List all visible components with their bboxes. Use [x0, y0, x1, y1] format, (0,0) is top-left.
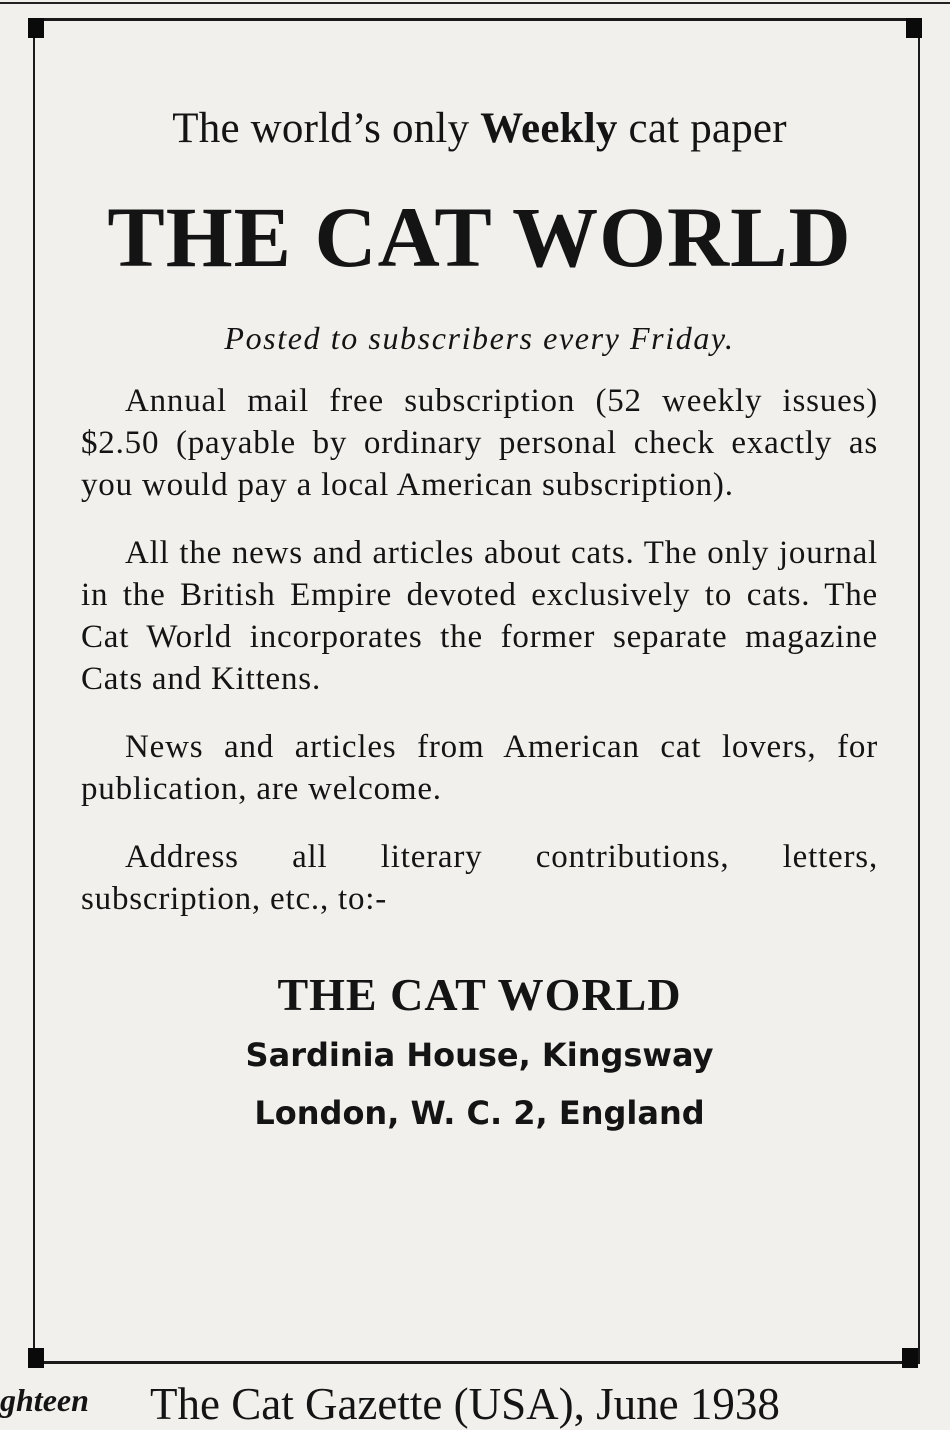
news-paragraph: All the news and articles about cats. The only journal in the British Empire devoted exclusively to cats. The Cat World incorporates the former separate magazine Cats and Kittens. — [81, 535, 878, 697]
corner-ornament — [28, 1348, 44, 1368]
page-number-text: ghteen — [0, 1382, 89, 1418]
address-block — [81, 964, 878, 1142]
corner-ornament — [28, 18, 44, 38]
tagline — [81, 100, 878, 158]
masthead: THE CAT WORLD — [107, 189, 852, 285]
tagline-before: The world’s only — [172, 105, 481, 152]
address-line-1: Sardinia House, Kingsway — [245, 1036, 714, 1074]
contributions-paragraph: News and articles from American cat lovers, for publication, are welcome. — [81, 729, 878, 807]
advertisement-content — [81, 100, 878, 1142]
address-name: THE CAT WORLD — [277, 969, 682, 1020]
source-caption: The Cat Gazette (USA), June 1938 — [150, 1379, 780, 1429]
corner-ornament — [906, 18, 922, 38]
tagline-emphasis: Weekly — [480, 105, 618, 152]
subscription-paragraph: Annual mail free subscription (52 weekly issues) $2.50 (payable by ordinary personal check exactly as you would pay a local American subscription). — [81, 383, 878, 503]
top-rule — [0, 2, 950, 4]
corner-ornament — [902, 1348, 918, 1368]
tagline-after: cat paper — [617, 105, 787, 152]
page-number — [0, 1380, 110, 1420]
address-instructions-paragraph: Address all literary contributions, letters, subscription, etc., to:- — [81, 839, 878, 917]
address-line-2: London, W. C. 2, England — [254, 1094, 705, 1132]
posted-line: Posted to subscribers every Friday. — [224, 320, 735, 356]
